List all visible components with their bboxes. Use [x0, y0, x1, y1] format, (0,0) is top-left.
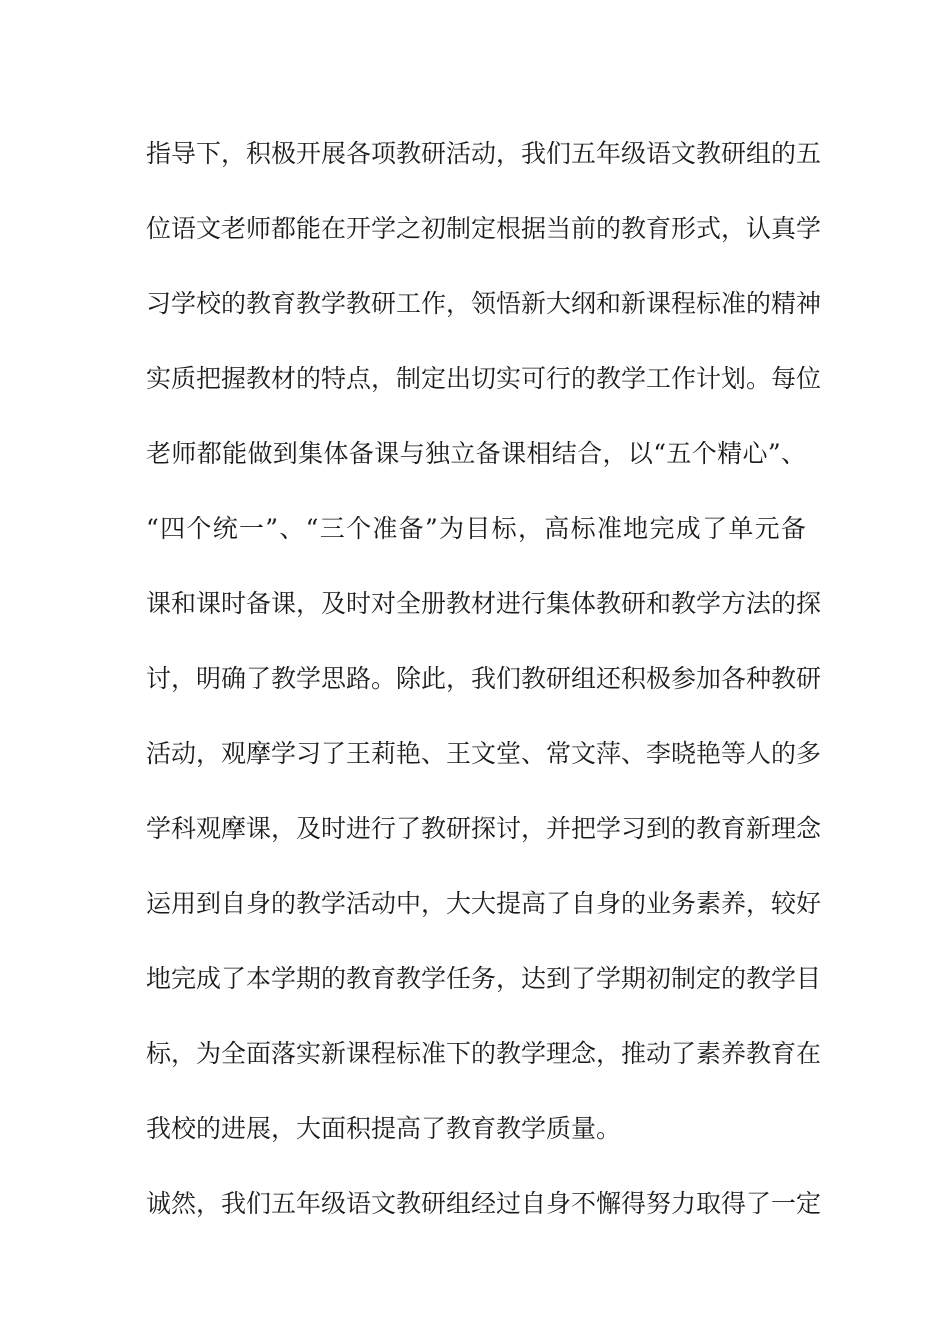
text-line: 实质把握教材的特点，制定出切实可行的教学工作计划。每位: [146, 364, 822, 393]
text-line: 我校的进展，大面积提高了教育教学质量。: [146, 1114, 622, 1143]
text-line: “四个统一”、“三个准备”为目标，高标准地完成了单元备: [146, 514, 806, 543]
paragraph: [146, 130, 822, 1180]
text-line: 老师都能做到集体备课与独立备课相结合，以“五个精心”、: [146, 439, 806, 468]
text-line: 标，为全面落实新课程标准下的教学理念，推动了素养教育在: [146, 1039, 822, 1068]
text-line: 活动，观摩学习了王莉艳、王文堂、常文萍、李晓艳等人的多: [146, 739, 822, 768]
text-line: 讨，明确了教学思路。除此，我们教研组还积极参加各种教研: [146, 664, 822, 693]
document-body: [146, 130, 822, 1255]
text-line: 学科观摩课，及时进行了教研探讨，并把学习到的教育新理念: [146, 814, 822, 843]
paragraph: [146, 1180, 822, 1255]
text-line: 运用到自身的教学活动中，大大提高了自身的业务素养，较好: [146, 889, 822, 918]
text-line: 位语文老师都能在开学之初制定根据当前的教育形式，认真学: [146, 214, 822, 243]
text-line: 课和课时备课，及时对全册教材进行集体教研和教学方法的探: [146, 589, 822, 618]
text-line: 习学校的教育教学教研工作，领悟新大纲和新课程标准的精神: [146, 289, 822, 318]
text-line: 地完成了本学期的教育教学任务，达到了学期初制定的教学目: [146, 964, 822, 993]
text-line: 指导下，积极开展各项教研活动，我们五年级语文教研组的五: [146, 139, 822, 168]
text-line: 诚然，我们五年级语文教研组经过自身不懈得努力取得了一定: [146, 1189, 822, 1218]
